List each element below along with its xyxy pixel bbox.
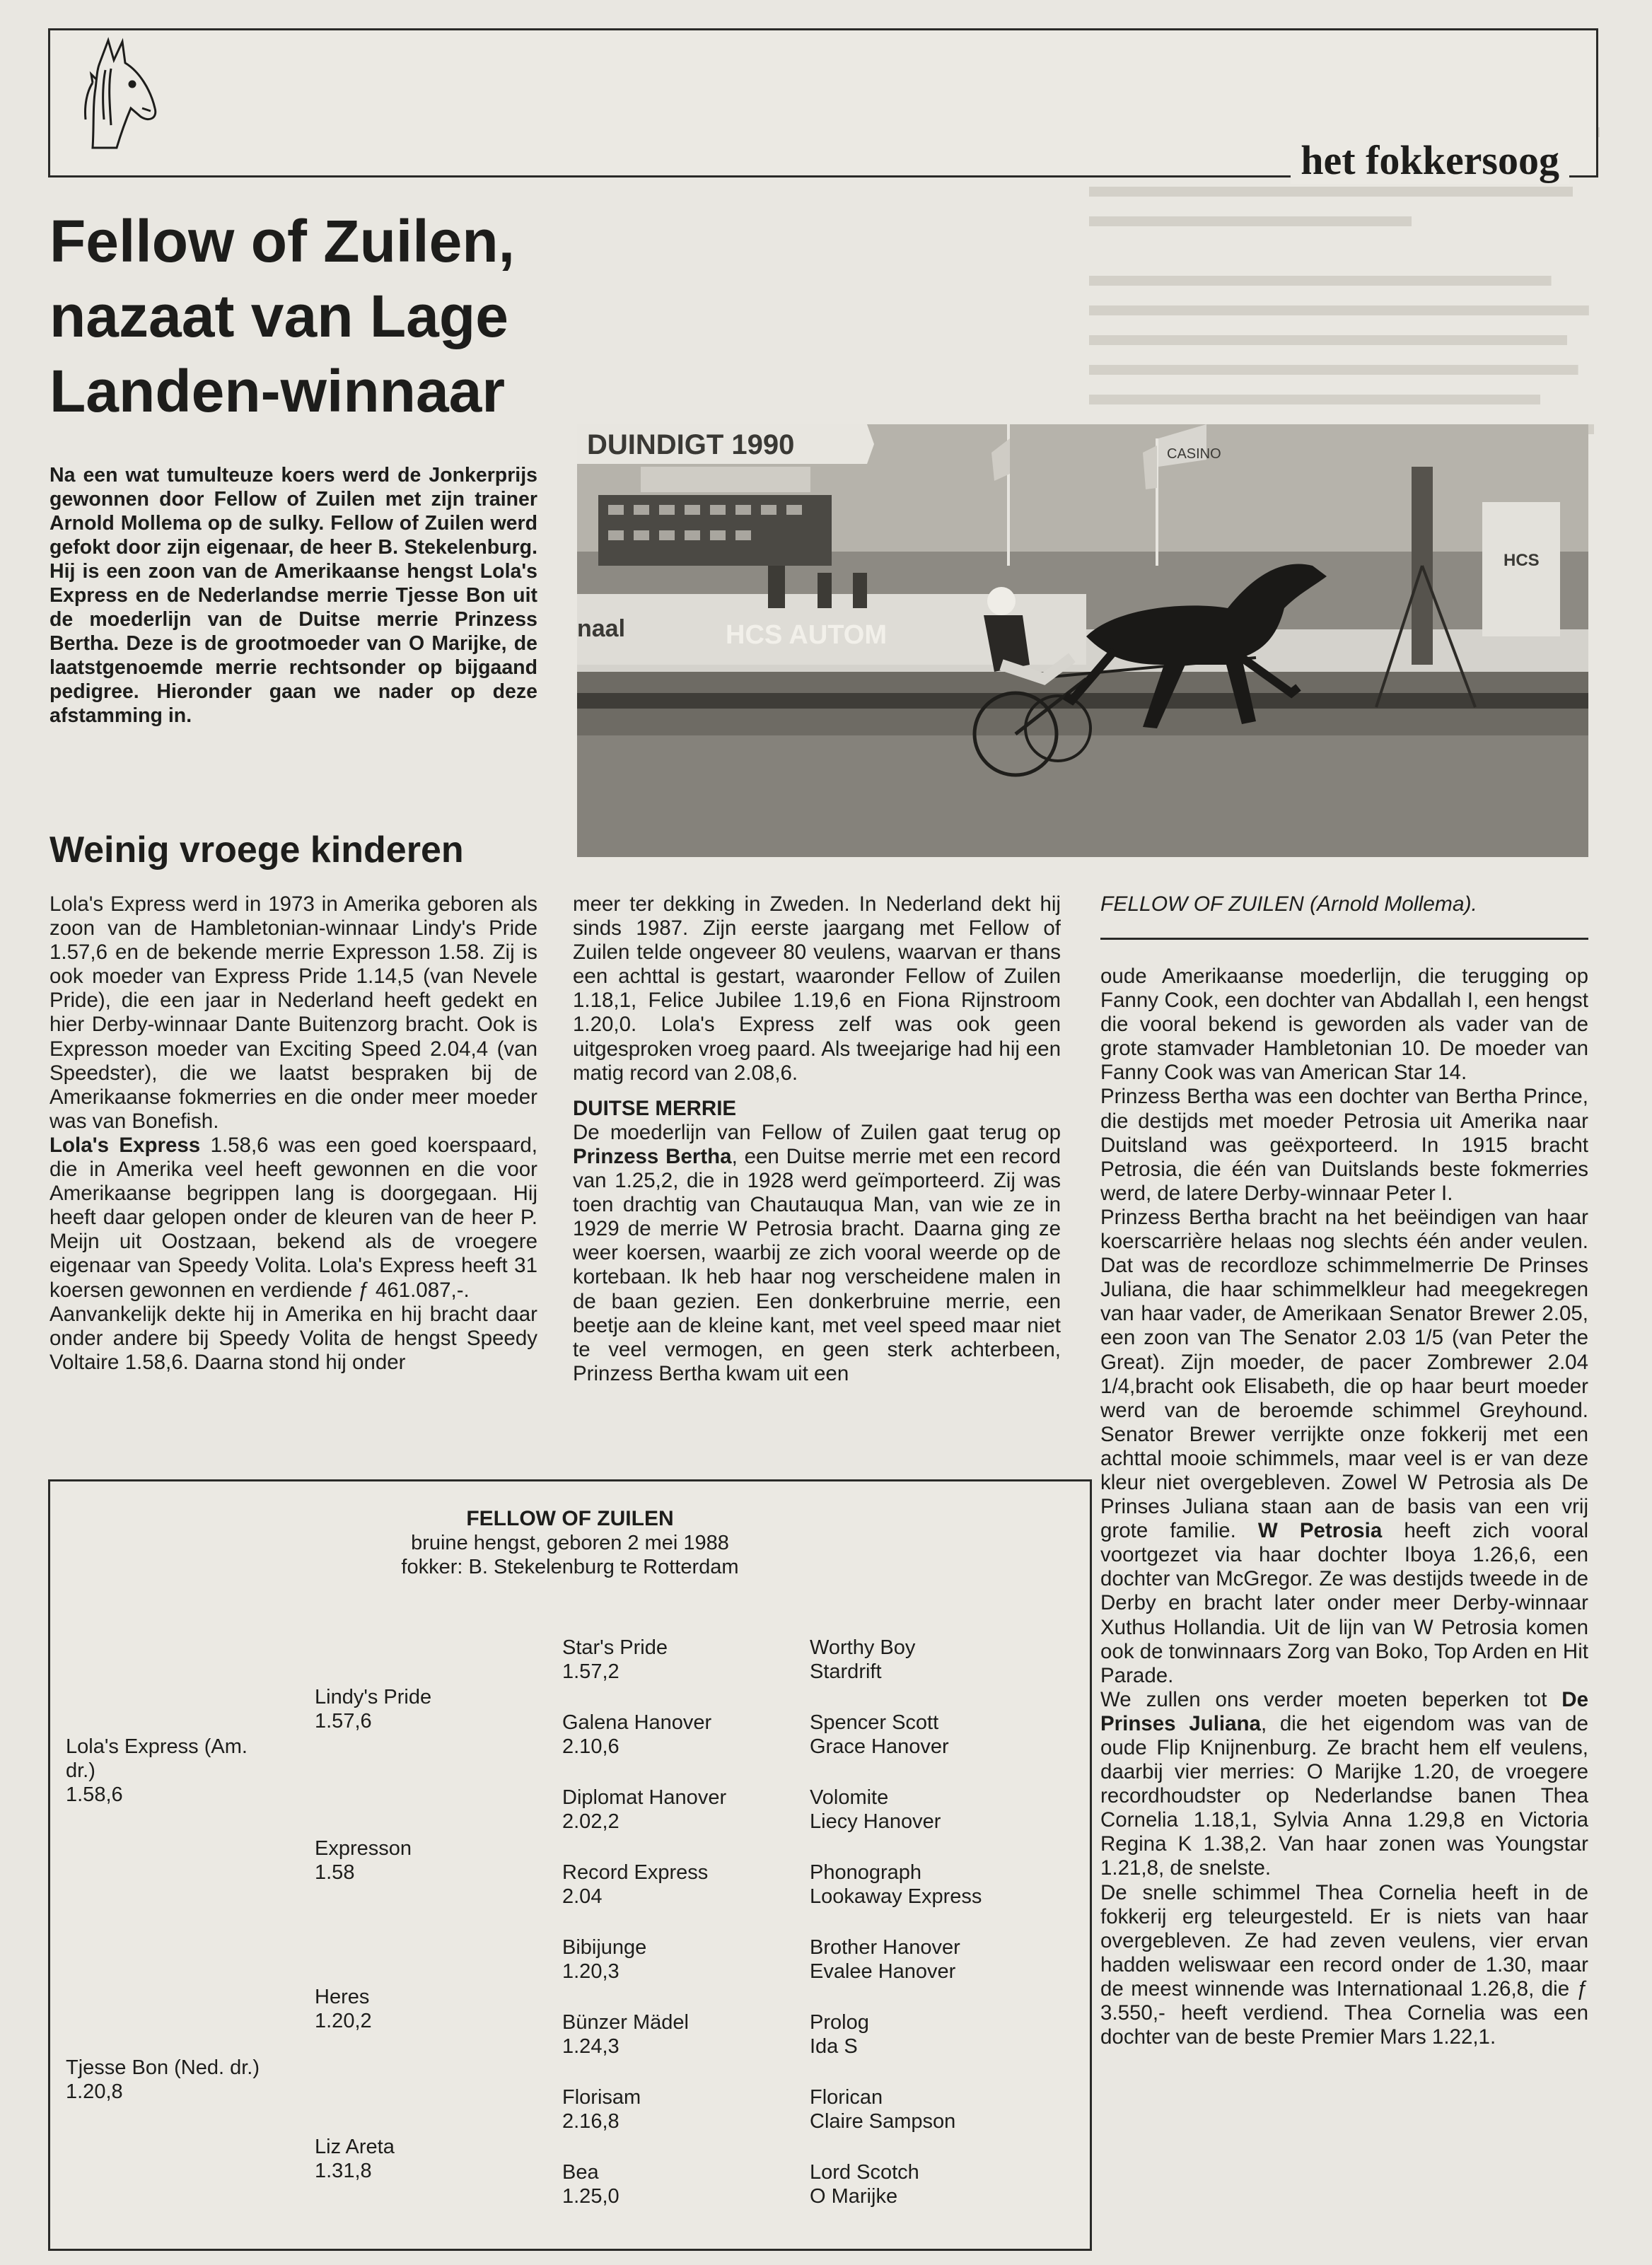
pedigree-g3 — [562, 2160, 620, 2208]
pedigree-line: Bünzer Mädel — [562, 2011, 689, 2034]
pedigree-line: Florisam — [562, 2086, 641, 2109]
pedigree-line: Record Express — [562, 1861, 709, 1884]
pedigree-line: 1.58,6 — [66, 1783, 123, 1806]
pedigree-line: 1.24,3 — [562, 2035, 620, 2058]
inline-text: , die het eigendom was van de oude Flip Knijnenburg. Ze bracht hem elf veulens, daarbij vier merries: O Marijke 1.20, de vroegere recordhoudster op Nederlandse banen Thea Cornelia 1.18,1, Sylvia Anna 1.29,8 en Victoria Regina K 1.38,2. Van haar zonen was Youngstar 1.21,8, de snelste. — [1100, 1711, 1588, 1880]
pedigree-box — [48, 1479, 1092, 2251]
pedigree-line: Prolog — [810, 2011, 869, 2034]
headline-line: Fellow of Zuilen, — [50, 208, 515, 274]
pedigree-line: 2.16,8 — [562, 2110, 620, 2133]
pedigree-g2 — [315, 1836, 412, 1885]
pedigree-g4 — [810, 2085, 955, 2133]
pedigree-g4 — [810, 1711, 949, 1759]
body-column-3 — [1100, 965, 1588, 2049]
fence-ad: HCS AUTOM — [726, 620, 887, 650]
hcs-sign-text: HCS — [1503, 551, 1540, 570]
pedigree-line: Tjesse Bon (Ned. dr.) — [66, 2056, 260, 2079]
pedigree-line: Stardrift — [810, 1660, 882, 1683]
pedigree-heading — [50, 1507, 1090, 1579]
section-label: het fokkersoog — [1291, 136, 1569, 184]
pedigree-line: Bibijunge — [562, 1936, 647, 1959]
column-header — [48, 28, 1598, 183]
pedigree-g3 — [562, 1861, 708, 1909]
pedigree-line: Lindy's Pride — [315, 1686, 432, 1708]
pedigree-line: Heres — [315, 1986, 370, 2008]
pedigree-line: 1.20,8 — [66, 2080, 123, 2103]
inline-text: De moederlijn van Fellow of Zuilen gaat terug op — [573, 1120, 1061, 1144]
pedigree-line: 1.20,3 — [562, 1960, 620, 1983]
inline-text: Prinzess Bertha bracht na het beëindigen van haar koerscarrière helaas nog slechts één ander veulen. Dat was de recordloze schimmelmerrie De Prinses Juliana, die haar schimmelkleur had meegekregen van haar vader, de Amerikaan Senator Brewer 2.05, een zoon van The Senator 2.03 1/5 (van Peter the Great). Zijn moeder, de pacer Zombrewer 2.04 1/4,bracht ook Elisabeth, die op haar beurt moeder werd van de beroemde schimmel Greyhound. Senator Brewer verrijkte onze fokkerij met een achttal mooie schimmels, maar veel is er van deze kleur niet overgebleven. Zowel W Petrosia als De Prinses Juliana staan aan de basis van een vrij grote familie. — [1100, 1205, 1588, 1543]
body-column-2 — [573, 892, 1061, 1386]
pedigree-line: 2.04 — [562, 1885, 603, 1908]
race-photo — [577, 424, 1588, 857]
pedigree-g4 — [810, 1935, 960, 1984]
horse-head-icon — [71, 35, 178, 169]
pedigree-g3 — [562, 1786, 726, 1834]
run-in-heading: DUITSE MERRIE — [573, 1096, 737, 1120]
pedigree-line: Spencer Scott — [810, 1711, 939, 1734]
pedigree-line: Expresson — [315, 1837, 412, 1860]
harness-racing-illustration — [577, 424, 1588, 857]
paragraph: oude Amerikaanse moederlijn, die terugging op Fanny Cook, een dochter van Abdallah I, een hengst die vooral bekend is geworden als vader van de grote stamvader Hambletonian 10. De moeder van Fanny Cook was van American Star 14. — [1100, 965, 1588, 1085]
headline-line: Landen-winnaar — [50, 358, 506, 424]
pedigree-line: 1.57,6 — [315, 1710, 372, 1733]
pedigree-g3 — [562, 2085, 641, 2133]
pedigree-g2 — [315, 1685, 431, 1733]
pedigree-g3 — [562, 1711, 711, 1759]
paragraph: Prinzess Bertha was een dochter van Bertha Prince, die destijds met moeder Petrosia uit Amerika naar Duitsland was geëxporteerd. In 1915 bracht Petrosia, die één van Duitslands beste fokmerries werd, de latere Derby-winnaar Peter I. — [1100, 1085, 1588, 1205]
banner-text: DUINDIGT 1990 — [587, 429, 795, 460]
section-subheading: Weinig vroege kinderen — [50, 829, 464, 871]
paragraph — [573, 1121, 1061, 1386]
paragraph: meer ter dekking in Zweden. In Nederland dekt hij sinds 1987. Zijn eerste jaargang met Fellow of Zuilen telde ongeveer 80 veulens, waarvan er thans een achttal is gestart, waaronder Fellow of Zuilen 1.18,1, Felice Jubilee 1.19,6 en Fiona Rijnstroom 1.20,0. Lola's Express zelf was ook geen uitgesproken vroeg paard. Als tweejarige had hij een matig record van 2.08,6. — [573, 892, 1061, 1085]
caption-divider — [1100, 938, 1588, 940]
inline-text: 1.58,6 was een goed koerspaard, die in Amerika veel heeft gewonnen en die voor Amerikaanse begrippen lang is doorgegaan. Hij heeft daar gelopen onder de kleuren van de heer P. Meijn uit Oostzaan, bekend als de vroegere eigenaar van Speedy Volita. Lola's Express heeft 31 koersen gewonnen en verdiende ƒ 461.087,-. — [50, 1133, 537, 1302]
pedigree-line: Lookaway Express — [810, 1885, 982, 1908]
paragraph — [50, 1134, 537, 1303]
pedigree-line: Lord Scotch — [810, 2161, 919, 2184]
pedigree-line: Brother Hanover — [810, 1936, 960, 1959]
pedigree-line: Florican — [810, 2086, 883, 2109]
pedigree-g4 — [810, 1786, 941, 1834]
pedigree-line: Diplomat Hanover — [562, 1786, 727, 1809]
pedigree-g4 — [810, 1636, 915, 1684]
pedigree-line: Worthy Boy — [810, 1636, 916, 1659]
inline-bold: Prinzess Bertha — [573, 1144, 732, 1168]
pedigree-line: 2.02,2 — [562, 1810, 620, 1833]
pedigree-breeder: fokker: B. Stekelenburg te Rotterdam — [401, 1556, 739, 1578]
pedigree-line: Grace Hanover — [810, 1735, 949, 1758]
pedigree-line: Lola's Express (Am. — [66, 1735, 248, 1758]
pedigree-line: Ida S — [810, 2035, 858, 2058]
headline-line: nazaat van Lage — [50, 283, 508, 349]
paragraph: Lola's Express werd in 1973 in Amerika geboren als zoon van de Hambletonian-winnaar Lindy's Pride 1.57,6 en de bekende merrie Expresson 1.58. Zij is ook moeder van Express Pride 1.14,5 (van Nevele Pride), die een jaar in Nederland heeft gedekt en hier Derby-winnaar Dante Buitenzorg bracht. Ook is Expresson moeder van Exciting Speed 2.04,4 (van Speedster), die we laatst bespraken bij de Amerikaanse fokmerries en die onder meer moeder was van Bonefish. — [50, 892, 537, 1133]
pedigree-line: Star's Pride — [562, 1636, 668, 1659]
pedigree-line: Galena Hanover — [562, 1711, 712, 1734]
lead-paragraph: Na een wat tumulteuze koers werd de Jonkerprijs gewonnen door Fellow of Zuilen met zijn trainer Arnold Mollema op de sulky. Fellow of Zuilen werd gefokt door zijn eigenaar, de heer B. Stekelenburg. Hij is een zoon van de Amerikaanse hengst Lola's Express en de Nederlandse merrie Tjesse Bon uit de moederlijn van de Duitse merrie Prinzess Bertha. Deze is de grootmoeder van O Marijke, de laatstgenoemde merrie rechtsonder op bijgaand pedigree. Hieronder gaan we nader op deze afstamming in. — [50, 464, 537, 727]
inline-bold: De Prinses Juliana — [1100, 1687, 1588, 1735]
pedigree-line: 1.25,0 — [562, 2185, 620, 2208]
inline-text: We zullen ons verder moeten beperken tot — [1100, 1687, 1562, 1711]
pedigree-line: 2.10,6 — [562, 1735, 620, 1758]
inline-bold: W Petrosia — [1257, 1519, 1383, 1543]
pedigree-g4 — [810, 2160, 919, 2208]
pedigree-sire — [66, 1735, 248, 1807]
photo-caption: FELLOW OF ZUILEN (Arnold Mollema). — [1100, 892, 1477, 916]
pedigree-line: 1.20,2 — [315, 2010, 372, 2032]
casino-board-text: CASINO — [1167, 446, 1221, 462]
fence-ad-left: naal — [577, 615, 626, 642]
pedigree-line: Volomite — [810, 1786, 889, 1809]
paragraph: De snelle schimmel Thea Cornelia heeft in de fokkerij erg teleurgesteld. Er is niets van haar overgebleven. Ze had zeven veulens, vier ervan hadden weliswaar een record onder de 1.30, maar de meest winnende was Internationaal 1.26,8, die ƒ 3.550,- heeft verdiend. Thea Cornelia was een dochter van de beste Premier Mars 1.22,1. — [1100, 1880, 1588, 2049]
paragraph — [1100, 1688, 1588, 1881]
body-column-1 — [50, 892, 537, 1375]
pedigree-line: Liz Areta — [315, 2136, 395, 2158]
pedigree-g4 — [810, 2010, 869, 2059]
inline-bold: Lola's Express — [50, 1133, 201, 1157]
pedigree-line: 1.31,8 — [315, 2160, 372, 2182]
pedigree-line: 1.57,2 — [562, 1660, 620, 1683]
pedigree-line: Phonograph — [810, 1861, 922, 1884]
pedigree-line: 1.58 — [315, 1861, 355, 1884]
pedigree-line: O Marijke — [810, 2185, 898, 2208]
article-headline — [50, 204, 573, 429]
pedigree-line: dr.) — [66, 1759, 95, 1782]
pedigree-line: Evalee Hanover — [810, 1960, 956, 1983]
inline-text: , een Duitse merrie met een record van 1.25,2, die in 1928 werd geïmporteerd. Zij was toen drachtig van Chautauqua Man, van wie ze in 1929 de merrie W Petrosia bracht. Daarna ging ze weer koersen, waarbij ze zich vooral weerde op de kortebaan. Ik heb haar nog verscheidene malen in de baan gezien. Een donkerbruine merrie, een beetje aan de kleine kant, met veel speed maar niet te veel vermogen, en geen sterk achterbeen, Prinzess Bertha kwam uit een — [573, 1144, 1061, 1385]
pedigree-horse-name: FELLOW OF ZUILEN — [466, 1507, 674, 1530]
pedigree-g3 — [562, 1636, 668, 1684]
pedigree-g2 — [315, 1985, 372, 2033]
paragraph: Aanvankelijk dekte hij in Amerika en hij bracht daar onder andere bij Speedy Volita de hengst Speedy Voltaire 1.58,6. Daarna stond hij onder — [50, 1302, 537, 1374]
pedigree-g3 — [562, 2010, 689, 2059]
pedigree-g2 — [315, 2135, 395, 2183]
pedigree-line: Bea — [562, 2161, 599, 2184]
pedigree-line: Claire Sampson — [810, 2110, 956, 2133]
pedigree-g3 — [562, 1935, 646, 1984]
pedigree-dam — [66, 2056, 260, 2104]
pedigree-g4 — [810, 1861, 982, 1909]
pedigree-line: Liecy Hanover — [810, 1810, 941, 1833]
paragraph — [1100, 1206, 1588, 1688]
inline-text: heeft zich vooral voortgezet via haar dochter Iboya 1.26,6, een dochter van McGregor. Ze was destijds tweede in de Derby en bracht later onder meer Derby-winnaar Xuthus Hollandia. Uit de lijn van W Petrosia komen ook de tonwinnaars Zorg van Boko, Top Arden en Hit Parade. — [1100, 1519, 1588, 1687]
pedigree-description: bruine hengst, geboren 2 mei 1988 — [411, 1532, 729, 1554]
